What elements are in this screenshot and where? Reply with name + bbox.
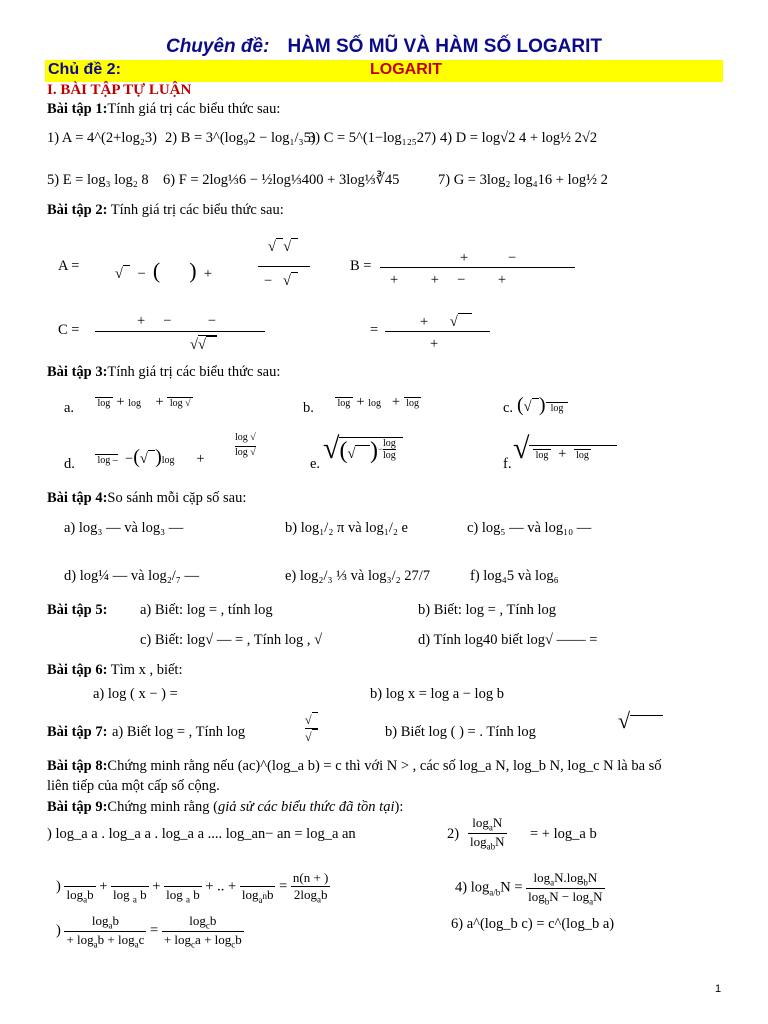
document-title bbox=[0, 36, 768, 58]
exercise-3-heading bbox=[47, 364, 280, 381]
ex3-item-a: a. bbox=[64, 400, 75, 416]
ex9-item-2-rhs: = + log_a b bbox=[530, 826, 597, 842]
ex2-b-numerator: + − bbox=[460, 250, 517, 266]
ex4-item-e: e) log₂/₃ ⅓ và log₃/₂ 27/7 bbox=[285, 568, 431, 584]
exercise-4-label: Bài tập 4: bbox=[47, 490, 108, 506]
ex3-item-c: c. bbox=[503, 400, 514, 416]
ex7-item-a: a) Biết log = , Tính log bbox=[112, 724, 246, 740]
exercise-5-heading bbox=[47, 602, 107, 619]
title-main: HÀM SỐ MŨ VÀ HÀM SỐ LOGARIT bbox=[287, 36, 602, 57]
ex3-item-e: e. bbox=[310, 456, 321, 472]
exercise-9-close: ): bbox=[394, 799, 404, 815]
topic-name: LOGARIT bbox=[370, 61, 442, 78]
ex9-item-2-label: 2) bbox=[447, 826, 460, 842]
ex1-item-7: 7) G = 3log₂ log₄16 + log½ 2 bbox=[438, 172, 608, 188]
ex3-a-expression: log + log + log √ bbox=[95, 394, 194, 410]
ex2-b-denominator: + + − + bbox=[390, 272, 507, 288]
ex2-c-fraction-bar bbox=[95, 331, 265, 332]
ex4-item-a: a) log₃ — và log₃ — bbox=[64, 520, 184, 536]
ex7-a-fraction: √ √ bbox=[305, 712, 318, 745]
exercise-6-text: Tìm x , biết: bbox=[110, 662, 183, 678]
topic-label: Chủ đề 2: bbox=[48, 61, 121, 78]
ex3-b-expression: log + log + log bbox=[335, 394, 422, 410]
exercise-9-label: Bài tập 9: bbox=[47, 799, 108, 815]
exercise-1-label: Bài tập 1: bbox=[47, 101, 108, 117]
ex5-item-b: b) Biết: log = , Tính log bbox=[418, 602, 557, 618]
ex2-d-denominator: + bbox=[430, 336, 439, 352]
ex2-a-label: A = bbox=[58, 258, 80, 274]
ex9-item-4-label: 4) log bbox=[455, 879, 490, 896]
ex9-item-4: 4) $\log_{a/b}N$ = $\frac{\log_aN.\log_bN}{\log_bN - \log_aN}$ bbox=[455, 870, 603, 907]
ex7-item-b: b) Biết log ( ) = . Tính log bbox=[385, 724, 536, 740]
ex2-b-label: B = bbox=[350, 258, 372, 274]
ex2-a-fraction-bar bbox=[258, 266, 310, 267]
ex3-item-f: f. bbox=[503, 456, 512, 472]
exercise-7-label: Bài tập 7: bbox=[47, 724, 108, 740]
exercise-9-heading bbox=[47, 799, 403, 816]
ex3-item-b: b. bbox=[303, 400, 314, 416]
ex5-item-c: c) Biết: log√ — = , Tính log , √ bbox=[140, 632, 323, 648]
ex4-item-b: b) log₁/₂ π và log₁/₂ e bbox=[285, 520, 408, 536]
ex9-item-5: ) $\frac{\log_ab}{+ \log_ab + \log_ac}$ = $\frac{\log_cb}{+ \log_ca + \log_cb}$ bbox=[56, 913, 242, 950]
exercise-1-heading bbox=[47, 101, 280, 118]
ex5-item-a: a) Biết: log = , tính log bbox=[140, 602, 273, 618]
ex2-d-fraction-bar bbox=[385, 331, 490, 332]
page-number: 1 bbox=[715, 983, 722, 995]
ex6-item-a: a) log ( x − ) = bbox=[93, 686, 178, 702]
ex4-item-d: d) log¼ — và log₂/₇ — bbox=[64, 568, 199, 584]
ex2-a-fraction-top: √ √ bbox=[268, 238, 298, 256]
ex9-item-3: ) $\log_ab$ + log $_a$ b + log $_a$ b + .. + $\log_{a^n}b$ = $\frac{n(n + )}{2\log_ab}$ bbox=[56, 870, 329, 905]
ex3-d-fraction: log √ log √ bbox=[235, 432, 256, 458]
ex3-item-d: d. bbox=[64, 456, 75, 472]
ex2-a-fraction-bottom: − √ bbox=[264, 272, 298, 290]
exercise-8-heading bbox=[47, 758, 662, 775]
exercise-5-label: Bài tập 5: bbox=[47, 602, 108, 618]
ex1-item-3: 3) C = 5^(1−log₁₂₅27) bbox=[308, 130, 437, 146]
exercise-9-note: giả sử các biểu thức đã tồn tại bbox=[217, 799, 395, 815]
exercise-7-heading bbox=[47, 724, 107, 741]
exercise-8-label: Bài tập 8: bbox=[47, 758, 108, 774]
ex1-item-6: 6) F = 2log⅓6 − ½log⅓400 + 3log⅓∛45 bbox=[163, 172, 400, 188]
ex1-item-2: 2) B = 3^(log₉2 − log₁/₃5) bbox=[165, 130, 316, 146]
ex4-item-f: f) log₄5 và log₆ bbox=[470, 568, 559, 584]
ex3-e-expression: √(√ )− $\frac{\log}{\log}$ bbox=[323, 432, 403, 466]
ex3-d-expression: log – −(√ )log + bbox=[95, 446, 205, 468]
exercise-6-heading bbox=[47, 662, 182, 679]
exercise-3-label: Bài tập 3: bbox=[47, 364, 108, 380]
ex9-item-2-fraction: $\frac{\log_aN}{\log_{ab}N}$ bbox=[470, 815, 505, 852]
ex3-c-expression: (√ ) log bbox=[517, 394, 569, 416]
exercise-9-text: Chứng minh rằng ( bbox=[107, 799, 218, 815]
ex2-b-fraction-bar bbox=[380, 267, 575, 268]
exercise-4-heading bbox=[47, 490, 246, 507]
exercise-4-text: So sánh mỗi cặp số sau: bbox=[107, 490, 247, 506]
ex2-d-numerator: + √ bbox=[420, 313, 472, 331]
ex4-item-c: c) log₅ — và log₁₀ — bbox=[467, 520, 592, 536]
ex5-item-d: d) Tính log40 biết log√ —— = bbox=[418, 632, 598, 648]
ex7-b-root: √ bbox=[618, 708, 663, 734]
exercise-1-text: Tính giá trị các biểu thức sau: bbox=[107, 101, 281, 117]
ex9-item-6: 6) a^(log_b c) = c^(log_b a) bbox=[451, 916, 615, 932]
exercise-8-text: Chứng minh rằng nếu (ac)^(log_a b) = c thì với N > , các số log_a N, log_b N, log_c N là ba số bbox=[107, 758, 662, 774]
title-lead: Chuyên đề: bbox=[165, 36, 270, 57]
ex1-item-4: 4) D = log√2 4 + log½ 2√2 bbox=[440, 130, 598, 146]
ex9-item-3-equals: = bbox=[279, 878, 288, 895]
ex1-item-5: 5) E = log₃ log₂ 8 bbox=[47, 172, 149, 188]
exercise-3-text: Tính giá trị các biểu thức sau: bbox=[107, 364, 281, 380]
exercise-8-text-2: liên tiếp của một cấp số cộng. bbox=[47, 778, 220, 794]
exercise-2-label: Bài tập 2: bbox=[47, 202, 108, 218]
ex2-c-numerator: + − − bbox=[137, 313, 216, 329]
ex2-c-denominator: √√ bbox=[190, 335, 217, 354]
ex3-f-expression: √ log + log bbox=[513, 432, 617, 466]
exercise-2-text: Tính giá trị các biểu thức sau: bbox=[110, 202, 284, 218]
exercise-6-label: Bài tập 6: bbox=[47, 662, 108, 678]
exercise-2-heading bbox=[47, 202, 284, 219]
ex1-item-1: 1) A = 4^(2+log₂3) bbox=[47, 130, 157, 146]
ex2-c-label: C = bbox=[58, 322, 80, 338]
ex9-item-1: ) log_a a . log_a a . log_a a .... log_an− an = log_a an bbox=[47, 826, 356, 842]
ex9-item-4-equals: = bbox=[514, 879, 523, 896]
ex2-equals: = bbox=[370, 322, 379, 338]
section-heading: I. BÀI TẬP TỰ LUẬN bbox=[47, 82, 192, 98]
ex2-a-expression: √ − ( ) + bbox=[115, 258, 212, 283]
ex6-item-b: b) log x = log a − log b bbox=[370, 686, 504, 702]
